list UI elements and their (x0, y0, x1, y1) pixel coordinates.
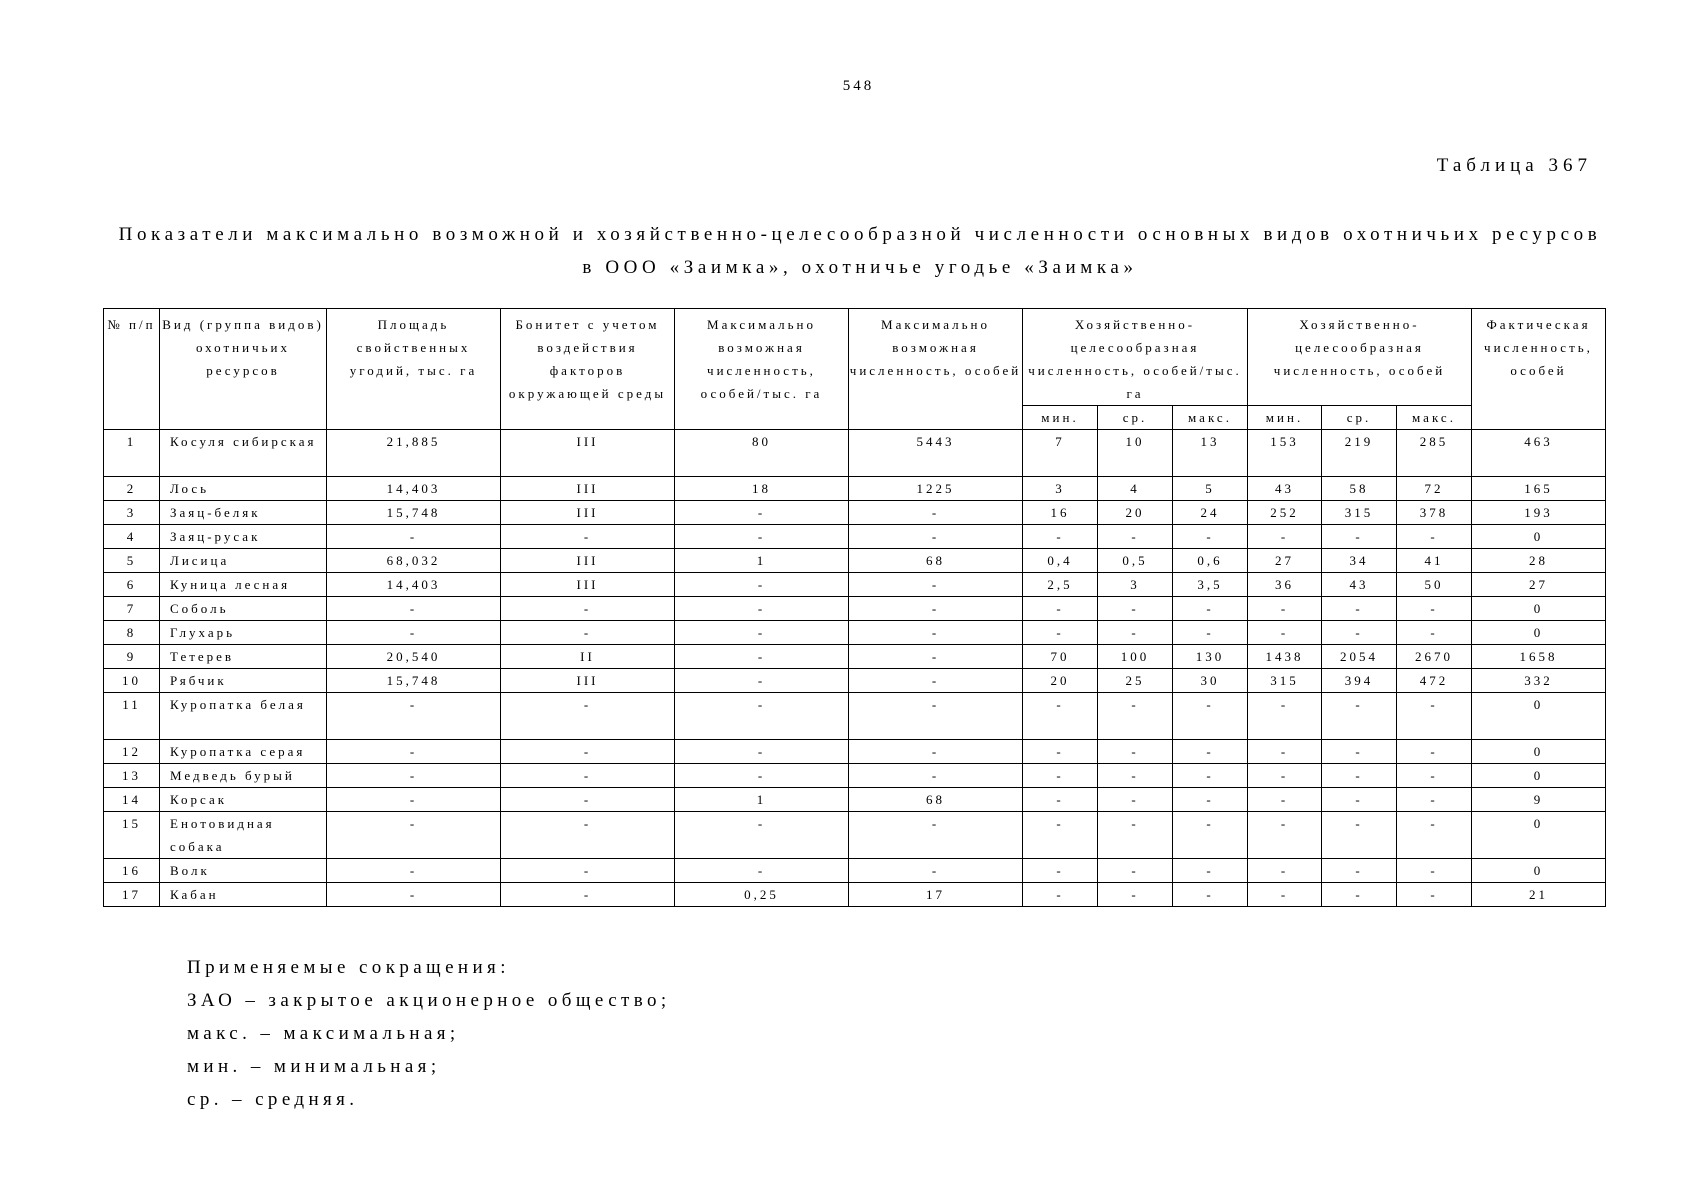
cell-area: 21,885 (327, 430, 501, 477)
cell-bonitet: III (501, 430, 675, 477)
cell-area: - (327, 859, 501, 883)
cell-bonitet: - (501, 621, 675, 645)
cell-count-min: 43 (1248, 477, 1322, 501)
cell-density-max: - (1173, 764, 1248, 788)
table-row (104, 597, 1606, 621)
cell-bonitet: III (501, 549, 675, 573)
cell-bonitet: - (501, 788, 675, 812)
table-title (100, 218, 1620, 284)
cell-number: 5 (104, 549, 160, 573)
cell-max-count: - (849, 573, 1023, 597)
cell-bonitet: - (501, 883, 675, 907)
header-max-count: Максимально возможная численность, особей (849, 309, 1023, 430)
cell-count-max: - (1397, 788, 1472, 812)
cell-species: Куропатка белая (160, 693, 327, 740)
cell-number: 7 (104, 597, 160, 621)
cell-species: Глухарь (160, 621, 327, 645)
header-species: Вид (группа видов) охотничьих ресурсов (160, 309, 327, 430)
cell-density-max: - (1173, 740, 1248, 764)
cell-density-avg: - (1098, 740, 1173, 764)
cell-max-density: - (675, 859, 849, 883)
cell-density-max: 3,5 (1173, 573, 1248, 597)
cell-actual: 28 (1472, 549, 1606, 573)
table-row (104, 859, 1606, 883)
cell-count-max: - (1397, 812, 1472, 859)
cell-max-density: - (675, 740, 849, 764)
header-count-max: макс. (1397, 406, 1472, 430)
cell-density-avg: - (1098, 525, 1173, 549)
cell-count-max: 72 (1397, 477, 1472, 501)
cell-max-count: - (849, 812, 1023, 859)
cell-number: 11 (104, 693, 160, 740)
table-label: Таблица 367 (1436, 155, 1592, 176)
cell-count-min: 1438 (1248, 645, 1322, 669)
cell-density-max: - (1173, 812, 1248, 859)
cell-number: 4 (104, 525, 160, 549)
cell-count-max: - (1397, 597, 1472, 621)
cell-bonitet: III (501, 669, 675, 693)
cell-max-count: - (849, 597, 1023, 621)
cell-count-avg: - (1322, 693, 1397, 740)
cell-density-avg: 0,5 (1098, 549, 1173, 573)
cell-density-avg: 4 (1098, 477, 1173, 501)
cell-area: 68,032 (327, 549, 501, 573)
cell-actual: 21 (1472, 883, 1606, 907)
cell-density-avg: 20 (1098, 501, 1173, 525)
header-econ-density: Хозяйственно-целесообразная численность, особей/тыс. га (1023, 309, 1248, 406)
cell-number: 12 (104, 740, 160, 764)
cell-count-avg: 394 (1322, 669, 1397, 693)
cell-density-min: - (1023, 621, 1098, 645)
cell-density-max: 13 (1173, 430, 1248, 477)
cell-species: Лось (160, 477, 327, 501)
cell-area: - (327, 883, 501, 907)
cell-area: 15,748 (327, 501, 501, 525)
cell-max-density: - (675, 812, 849, 859)
cell-area: 14,403 (327, 573, 501, 597)
cell-max-count: - (849, 669, 1023, 693)
cell-actual: 0 (1472, 812, 1606, 859)
cell-density-avg: - (1098, 788, 1173, 812)
cell-count-max: - (1397, 621, 1472, 645)
cell-max-density: - (675, 621, 849, 645)
table-row (104, 477, 1606, 501)
cell-density-avg: 25 (1098, 669, 1173, 693)
cell-count-avg: 34 (1322, 549, 1397, 573)
cell-area: - (327, 788, 501, 812)
table-row (104, 788, 1606, 812)
cell-count-min: 36 (1248, 573, 1322, 597)
cell-max-count: 17 (849, 883, 1023, 907)
cell-max-count: 68 (849, 549, 1023, 573)
cell-number: 14 (104, 788, 160, 812)
table-row (104, 430, 1606, 477)
cell-density-min: - (1023, 693, 1098, 740)
cell-density-min: - (1023, 788, 1098, 812)
cell-number: 10 (104, 669, 160, 693)
cell-species: Куропатка серая (160, 740, 327, 764)
cell-count-min: 315 (1248, 669, 1322, 693)
data-table (103, 308, 1606, 907)
cell-species: Енотовидная собака (160, 812, 327, 859)
cell-density-min: - (1023, 740, 1098, 764)
cell-area: 20,540 (327, 645, 501, 669)
table-row (104, 525, 1606, 549)
header-num: № п/п (104, 309, 160, 430)
cell-max-count: 5443 (849, 430, 1023, 477)
header-density-min: мин. (1023, 406, 1098, 430)
table-row (104, 501, 1606, 525)
cell-density-avg: 100 (1098, 645, 1173, 669)
cell-count-min: - (1248, 525, 1322, 549)
table-row (104, 549, 1606, 573)
cell-max-count: - (849, 693, 1023, 740)
cell-number: 15 (104, 812, 160, 859)
cell-max-density: 0,25 (675, 883, 849, 907)
cell-count-max: - (1397, 859, 1472, 883)
note-line: мин. – минимальная; (187, 1056, 441, 1077)
cell-count-max: - (1397, 693, 1472, 740)
cell-actual: 0 (1472, 525, 1606, 549)
cell-count-min: - (1248, 693, 1322, 740)
table-row (104, 645, 1606, 669)
abbreviations-notes (187, 951, 671, 1116)
cell-actual: 332 (1472, 669, 1606, 693)
cell-max-density: - (675, 597, 849, 621)
cell-bonitet: - (501, 597, 675, 621)
header-econ-count: Хозяйственно-целесообразная численность, особей (1248, 309, 1472, 406)
cell-density-min: 2,5 (1023, 573, 1098, 597)
cell-actual: 0 (1472, 859, 1606, 883)
cell-density-avg: - (1098, 693, 1173, 740)
cell-count-max: 472 (1397, 669, 1472, 693)
header-area: Площадь свойственных угодий, тыс. га (327, 309, 501, 430)
header-density-avg: ср. (1098, 406, 1173, 430)
cell-density-max: 30 (1173, 669, 1248, 693)
cell-species: Соболь (160, 597, 327, 621)
cell-area: - (327, 693, 501, 740)
cell-count-max: - (1397, 883, 1472, 907)
cell-bonitet: III (501, 501, 675, 525)
table-body (104, 430, 1606, 907)
cell-density-max: 5 (1173, 477, 1248, 501)
cell-count-avg: - (1322, 525, 1397, 549)
cell-actual: 1658 (1472, 645, 1606, 669)
cell-density-min: 20 (1023, 669, 1098, 693)
cell-count-min: - (1248, 812, 1322, 859)
cell-count-avg: - (1322, 621, 1397, 645)
cell-species: Куница лесная (160, 573, 327, 597)
cell-count-min: - (1248, 788, 1322, 812)
cell-area: - (327, 764, 501, 788)
cell-count-min: 27 (1248, 549, 1322, 573)
cell-species: Заяц-беляк (160, 501, 327, 525)
cell-species: Косуля сибирская (160, 430, 327, 477)
cell-density-min: - (1023, 764, 1098, 788)
cell-actual: 27 (1472, 573, 1606, 597)
cell-max-density: - (675, 693, 849, 740)
note-line: макс. – максимальная; (187, 1023, 460, 1044)
cell-count-avg: - (1322, 788, 1397, 812)
cell-density-avg: - (1098, 597, 1173, 621)
table-row (104, 621, 1606, 645)
cell-number: 13 (104, 764, 160, 788)
table-row (104, 740, 1606, 764)
cell-number: 9 (104, 645, 160, 669)
cell-bonitet: - (501, 859, 675, 883)
cell-actual: 0 (1472, 621, 1606, 645)
cell-density-min: - (1023, 597, 1098, 621)
cell-density-min: 0,4 (1023, 549, 1098, 573)
cell-max-count: - (849, 764, 1023, 788)
cell-bonitet: - (501, 525, 675, 549)
cell-bonitet: III (501, 477, 675, 501)
table-row (104, 812, 1606, 859)
cell-count-avg: 43 (1322, 573, 1397, 597)
cell-density-min: - (1023, 525, 1098, 549)
page-number: 548 (842, 78, 875, 94)
cell-max-count: 68 (849, 788, 1023, 812)
cell-count-max: - (1397, 740, 1472, 764)
cell-density-avg: 10 (1098, 430, 1173, 477)
cell-density-max: 0,6 (1173, 549, 1248, 573)
cell-actual: 0 (1472, 740, 1606, 764)
cell-count-avg: - (1322, 859, 1397, 883)
cell-count-avg: - (1322, 812, 1397, 859)
cell-density-min: - (1023, 812, 1098, 859)
cell-max-count: - (849, 501, 1023, 525)
cell-density-avg: - (1098, 764, 1173, 788)
cell-actual: 0 (1472, 693, 1606, 740)
cell-max-density: 80 (675, 430, 849, 477)
cell-species: Рябчик (160, 669, 327, 693)
cell-bonitet: - (501, 740, 675, 764)
table-row (104, 669, 1606, 693)
cell-count-min: - (1248, 883, 1322, 907)
cell-density-max: - (1173, 525, 1248, 549)
cell-species: Медведь бурый (160, 764, 327, 788)
cell-count-min: - (1248, 621, 1322, 645)
cell-max-density: - (675, 645, 849, 669)
cell-density-max: - (1173, 597, 1248, 621)
cell-density-avg: - (1098, 883, 1173, 907)
cell-bonitet: - (501, 693, 675, 740)
cell-count-min: - (1248, 740, 1322, 764)
header-bonitet: Бонитет с учетом воздействия факторов окружающей среды (501, 309, 675, 430)
cell-actual: 9 (1472, 788, 1606, 812)
cell-count-avg: 315 (1322, 501, 1397, 525)
cell-count-min: - (1248, 597, 1322, 621)
cell-bonitet: II (501, 645, 675, 669)
cell-number: 3 (104, 501, 160, 525)
cell-max-density: 1 (675, 788, 849, 812)
cell-number: 8 (104, 621, 160, 645)
table-title-line: Показатели максимально возможной и хозяйственно-целесообразной численности основных видов охотничьих ресурсов (118, 224, 1602, 245)
cell-species: Кабан (160, 883, 327, 907)
cell-actual: 165 (1472, 477, 1606, 501)
header-density-max: макс. (1173, 406, 1248, 430)
cell-count-avg: 2054 (1322, 645, 1397, 669)
cell-max-count: 1225 (849, 477, 1023, 501)
table-row (104, 883, 1606, 907)
cell-max-count: - (849, 645, 1023, 669)
cell-density-min: 3 (1023, 477, 1098, 501)
cell-density-avg: - (1098, 621, 1173, 645)
cell-count-min: 252 (1248, 501, 1322, 525)
cell-bonitet: III (501, 573, 675, 597)
note-line: ЗАО – закрытое акционерное общество; (187, 990, 671, 1011)
cell-count-avg: - (1322, 597, 1397, 621)
cell-count-avg: - (1322, 883, 1397, 907)
cell-max-density: - (675, 501, 849, 525)
cell-count-min: - (1248, 764, 1322, 788)
cell-area: - (327, 812, 501, 859)
cell-number: 2 (104, 477, 160, 501)
cell-number: 17 (104, 883, 160, 907)
cell-density-max: - (1173, 788, 1248, 812)
cell-max-density: - (675, 669, 849, 693)
header-count-avg: ср. (1322, 406, 1397, 430)
cell-density-min: - (1023, 883, 1098, 907)
cell-count-min: - (1248, 859, 1322, 883)
header-max-density: Максимально возможная численность, особей/тыс. га (675, 309, 849, 430)
cell-max-density: 1 (675, 549, 849, 573)
cell-count-max: 2670 (1397, 645, 1472, 669)
cell-count-max: 41 (1397, 549, 1472, 573)
header-count-min: мин. (1248, 406, 1322, 430)
table-title-line: в ООО «Заимка», охотничье угодье «Заимка» (582, 257, 1138, 278)
cell-max-density: - (675, 764, 849, 788)
table-row (104, 573, 1606, 597)
cell-area: 14,403 (327, 477, 501, 501)
cell-density-min: - (1023, 859, 1098, 883)
cell-species: Тетерев (160, 645, 327, 669)
cell-density-max: - (1173, 859, 1248, 883)
cell-area: - (327, 621, 501, 645)
cell-density-max: 24 (1173, 501, 1248, 525)
cell-species: Заяц-русак (160, 525, 327, 549)
cell-number: 16 (104, 859, 160, 883)
cell-count-max: 378 (1397, 501, 1472, 525)
cell-number: 1 (104, 430, 160, 477)
cell-max-count: - (849, 859, 1023, 883)
cell-density-avg: - (1098, 859, 1173, 883)
cell-actual: 463 (1472, 430, 1606, 477)
note-line: ср. – средняя. (187, 1089, 359, 1110)
cell-count-max: - (1397, 764, 1472, 788)
cell-actual: 193 (1472, 501, 1606, 525)
table-row (104, 693, 1606, 740)
cell-bonitet: - (501, 764, 675, 788)
cell-area: - (327, 525, 501, 549)
cell-count-avg: 58 (1322, 477, 1397, 501)
cell-count-avg: - (1322, 764, 1397, 788)
cell-area: - (327, 740, 501, 764)
cell-max-density: - (675, 525, 849, 549)
cell-count-max: - (1397, 525, 1472, 549)
cell-max-density: - (675, 573, 849, 597)
cell-count-avg: - (1322, 740, 1397, 764)
cell-actual: 0 (1472, 597, 1606, 621)
cell-density-max: - (1173, 883, 1248, 907)
cell-area: 15,748 (327, 669, 501, 693)
cell-max-density: 18 (675, 477, 849, 501)
cell-area: - (327, 597, 501, 621)
cell-count-max: 50 (1397, 573, 1472, 597)
cell-max-count: - (849, 740, 1023, 764)
cell-species: Лисица (160, 549, 327, 573)
cell-number: 6 (104, 573, 160, 597)
cell-density-min: 7 (1023, 430, 1098, 477)
cell-count-min: 153 (1248, 430, 1322, 477)
cell-max-count: - (849, 525, 1023, 549)
table-row (104, 764, 1606, 788)
cell-count-avg: 219 (1322, 430, 1397, 477)
cell-density-avg: - (1098, 812, 1173, 859)
header-actual: Фактическая численность, особей (1472, 309, 1606, 430)
cell-species: Волк (160, 859, 327, 883)
cell-density-max: - (1173, 621, 1248, 645)
cell-density-max: 130 (1173, 645, 1248, 669)
notes-heading: Применяемые сокращения: (187, 957, 510, 978)
cell-density-min: 70 (1023, 645, 1098, 669)
cell-density-avg: 3 (1098, 573, 1173, 597)
cell-density-max: - (1173, 693, 1248, 740)
cell-max-count: - (849, 621, 1023, 645)
cell-bonitet: - (501, 812, 675, 859)
table-header (104, 309, 1606, 430)
cell-count-max: 285 (1397, 430, 1472, 477)
cell-density-min: 16 (1023, 501, 1098, 525)
cell-species: Корсак (160, 788, 327, 812)
cell-actual: 0 (1472, 764, 1606, 788)
